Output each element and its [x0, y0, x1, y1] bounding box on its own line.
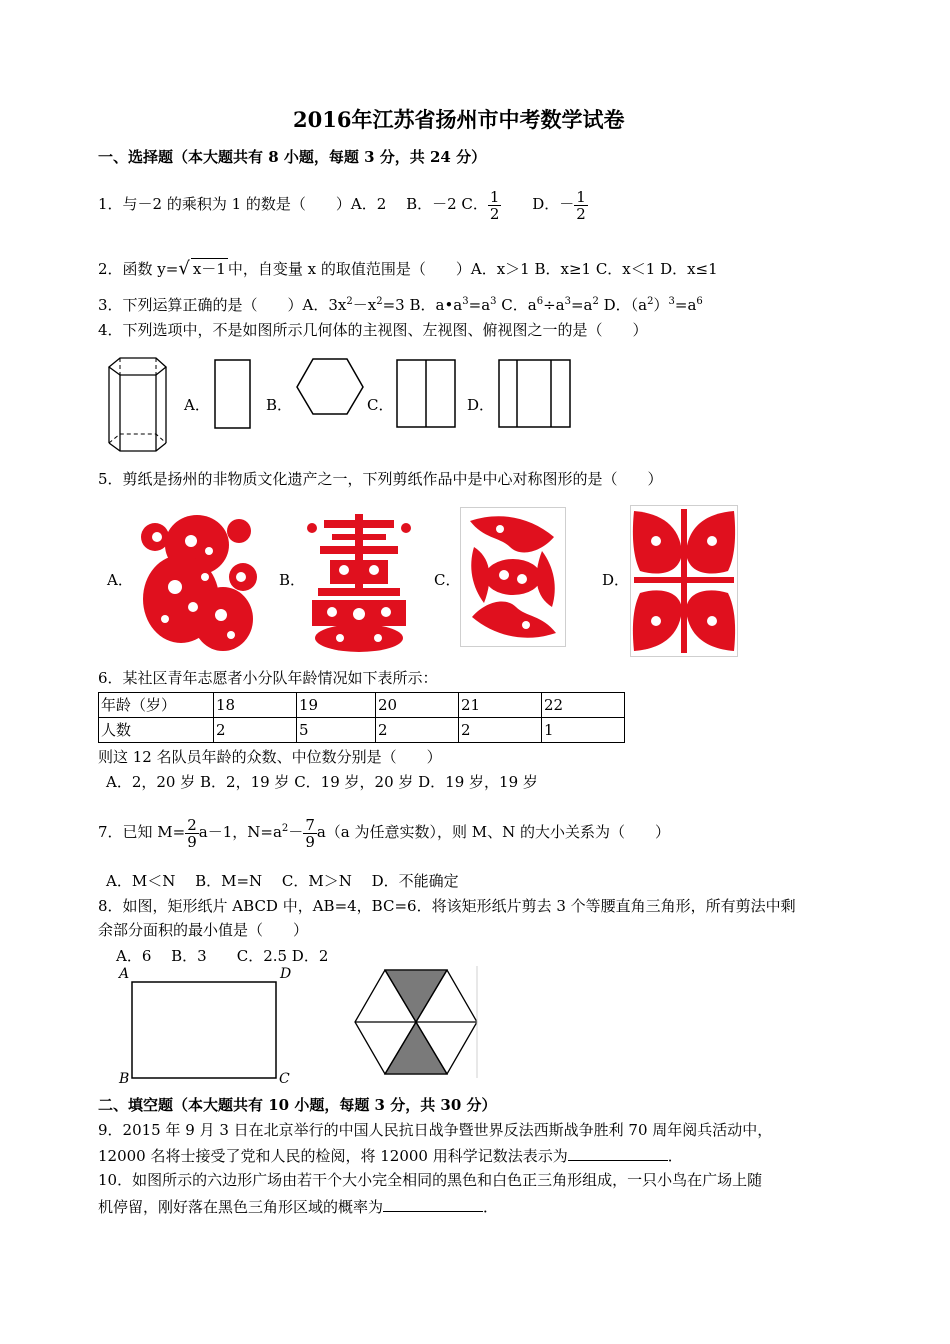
q4-option-d-label: D．	[467, 396, 495, 414]
question-6-followup: 则这 12 名队员年龄的众数、中位数分别是（ ）	[98, 748, 442, 766]
rect-vertex-d-label: D	[280, 966, 292, 982]
question-6-options: A．2，20 岁 B．2，19 岁 C．19 岁，20 岁 D．19 岁，19 岁	[106, 773, 538, 791]
q5-option-d-label: D．	[602, 571, 630, 589]
table-cell: 2	[214, 718, 297, 743]
table-row	[99, 693, 625, 718]
fraction-seven-ninths: $\frac{7}{9}$	[305, 815, 315, 851]
question-2-prefix: 2．函数 y=	[98, 260, 179, 278]
question-1-option-d-label: D．－	[532, 195, 575, 213]
table-cell: 21	[459, 693, 542, 718]
table-cell: 5	[297, 718, 376, 743]
q4-option-a-label: A．	[184, 396, 210, 414]
table-cell: 1	[542, 718, 625, 743]
question-4-stem: 4．下列选项中，不是如图所示几何体的主视图、左视图、俯视图之一的是（ ）	[98, 321, 648, 339]
age-table	[98, 692, 625, 743]
q4-option-c-two-panels	[396, 359, 457, 429]
question-8-line-2: 余部分面积的最小值是（ ）	[98, 921, 309, 939]
question-2	[98, 258, 718, 279]
question-8-options: A．6 B．3 C．2.5 D．2	[116, 947, 329, 965]
papercut-c-image	[460, 507, 566, 647]
question-9-line-1: 9．2015 年 9 月 3 日在北京举行的中国人民抗日战争暨世界反法西斯战争胜利 70 周年阅兵活动中，	[98, 1121, 773, 1139]
sqrt-symbol: √	[178, 258, 190, 279]
question-1-stem: 1．与－2 的乘积为 1 的数是（ ）A．2 B．－2 C．	[98, 195, 488, 213]
q4-option-b-hexagon	[295, 358, 365, 416]
q4-option-c-label: C．	[367, 396, 394, 414]
fraction-two-ninths: $\frac{2}{9}$	[187, 815, 197, 851]
answer-blank[interactable]	[383, 1195, 483, 1212]
question-10-line-2: 机停留，刚好落在黑色三角形区域的概率为 ．	[98, 1195, 498, 1217]
papercut-d-image	[630, 505, 738, 657]
table-cell: 2	[459, 718, 542, 743]
papercut-a-image	[135, 507, 259, 655]
paper-title: 2016年江苏省扬州市中考数学试卷	[293, 107, 625, 132]
question-1	[98, 184, 588, 224]
fraction-option-d: $\frac{1}{2}$	[576, 187, 586, 223]
table-cell: 19	[297, 693, 376, 718]
fraction-option-c: $\frac{1}{2}$	[489, 187, 500, 223]
section-heading-fill: 二、填空题（本大题共有 10 小题，每题 3 分，共 30 分）	[98, 1096, 497, 1114]
rect-vertex-a-label: A	[119, 966, 130, 982]
q4-option-d-three-panels	[498, 359, 572, 429]
q5-option-b-label: B．	[279, 571, 306, 589]
table-cell: 20	[376, 693, 459, 718]
table-row	[99, 718, 625, 743]
question-10-line-1: 10．如图所示的六边形广场由若干个大小完全相同的黑色和白色正三角形组成，一只小鸟在广场上随	[98, 1171, 763, 1189]
hexagonal-prism-figure	[106, 355, 170, 453]
q5-option-a-label: A．	[107, 571, 133, 589]
question-3: 3．下列运算正确的是（ ）A．$3x^2-x^2=3$ B．$a•a^3=a^3$ C．$a^6\div a^3=a^2$ D．$(a^2)^3=a^6$	[98, 296, 703, 314]
q4-option-a-rectangle	[214, 359, 252, 430]
q4-option-b-label: B．	[266, 396, 293, 414]
question-7-options: A．M＜N B．M=N C．M＞N D．不能确定	[106, 872, 459, 890]
table-cell: 人数	[99, 718, 214, 743]
rectangle-abcd-figure	[128, 978, 282, 1082]
answer-blank[interactable]	[568, 1144, 668, 1161]
table-cell: 年龄（岁）	[99, 693, 214, 718]
papercut-b-image	[306, 508, 412, 656]
question-7: 7．已知 M= $\frac{2}{9}$ a－1，$N=a^2-$ $\frac{7}{9}$ a（a 为任意实数），则 M、N 的大小关系为（ ）	[98, 815, 671, 851]
question-6-stem: 6．某社区青年志愿者小分队年龄情况如下表所示：	[98, 669, 438, 687]
table-cell: 22	[542, 693, 625, 718]
rect-vertex-c-label: C	[279, 1071, 290, 1087]
rect-vertex-b-label: B	[119, 1071, 130, 1087]
question-8-line-1: 8．如图，矩形纸片 ABCD 中，AB=4，BC=6．将该矩形纸片剪去 3 个等腰直角三角形，所有剪法中剩	[98, 897, 796, 915]
q5-option-c-label: C．	[434, 571, 461, 589]
question-5-stem: 5．剪纸是扬州的非物质文化遗产之一，下列剪纸作品中是中心对称图形的是（ ）	[98, 470, 663, 488]
hexagon-square-figure	[353, 966, 479, 1078]
section-heading-choice: 一、选择题（本大题共有 8 小题，每题 3 分，共 24 分）	[98, 148, 487, 166]
radicand: x－1	[192, 260, 226, 278]
table-cell: 2	[376, 718, 459, 743]
question-9-line-2: 12000 名将士接受了党和人民的检阅，将 12000 用科学记数法表示为 ．	[98, 1144, 683, 1166]
table-cell: 18	[214, 693, 297, 718]
question-2-suffix: 中，自变量 x 的取值范围是（ ）A．x＞1 B．x≥1 C．x＜1 D．x≤1	[227, 260, 718, 278]
